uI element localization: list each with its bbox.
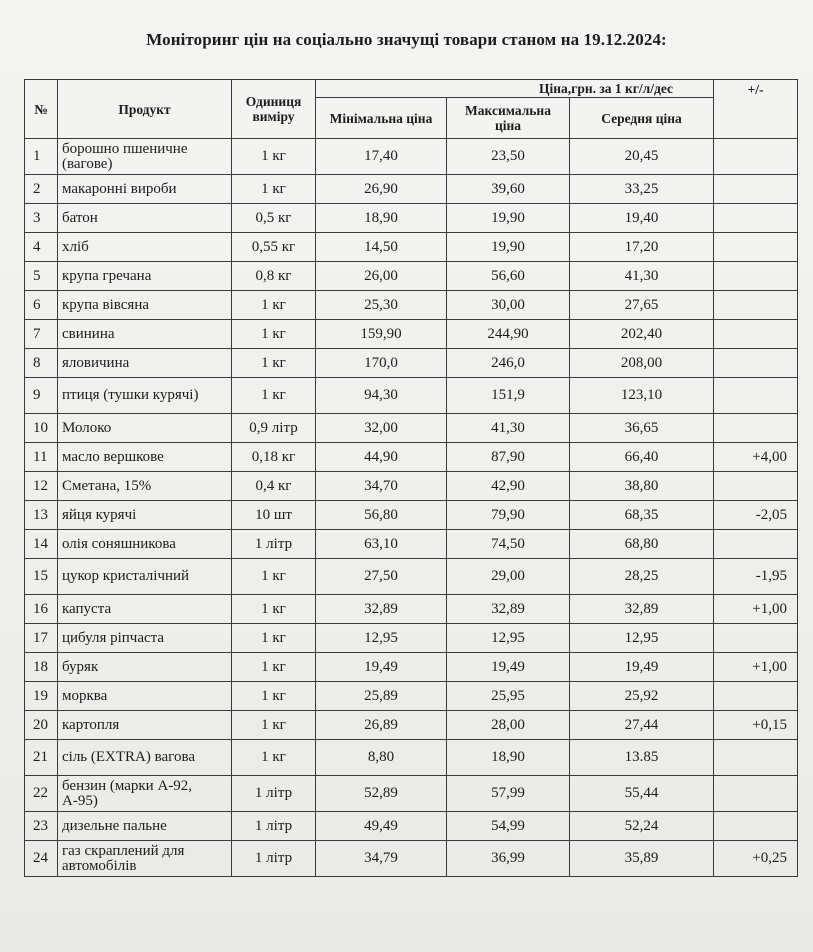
row-product: борошно пшеничне (вагове) bbox=[58, 139, 232, 175]
table-row bbox=[25, 559, 798, 595]
header-unit: Одиниця виміру bbox=[232, 80, 316, 139]
row-avg-price: 17,20 bbox=[570, 233, 714, 262]
row-change bbox=[714, 291, 798, 320]
row-product: яловичина bbox=[58, 349, 232, 378]
row-max-price: 79,90 bbox=[447, 501, 570, 530]
table-row bbox=[25, 776, 798, 812]
row-unit: 1 кг bbox=[232, 559, 316, 595]
table-row bbox=[25, 175, 798, 204]
row-avg-price: 68,80 bbox=[570, 530, 714, 559]
row-unit: 1 кг bbox=[232, 139, 316, 175]
row-number: 16 bbox=[25, 595, 58, 624]
row-unit: 1 кг bbox=[232, 320, 316, 349]
row-avg-price: 33,25 bbox=[570, 175, 714, 204]
row-unit: 1 літр bbox=[232, 812, 316, 841]
row-max-price: 19,49 bbox=[447, 653, 570, 682]
table-row bbox=[25, 349, 798, 378]
header-price-group: Ціна,грн. за 1 кг/л/дес bbox=[316, 80, 714, 98]
row-min-price: 56,80 bbox=[316, 501, 447, 530]
row-max-price: 25,95 bbox=[447, 682, 570, 711]
table-row bbox=[25, 595, 798, 624]
header-avg: Середня ціна bbox=[570, 98, 714, 139]
row-change: -1,95 bbox=[714, 559, 798, 595]
table-row bbox=[25, 262, 798, 291]
row-min-price: 25,30 bbox=[316, 291, 447, 320]
row-unit: 0,18 кг bbox=[232, 443, 316, 472]
row-unit: 0,5 кг bbox=[232, 204, 316, 233]
header-row-top bbox=[25, 80, 798, 98]
row-avg-price: 25,92 bbox=[570, 682, 714, 711]
page-title: Моніторинг цін на соціально значущі товари станом на 19.12.2024: bbox=[146, 30, 667, 49]
row-max-price: 23,50 bbox=[447, 139, 570, 175]
row-change bbox=[714, 139, 798, 175]
row-max-price: 54,99 bbox=[447, 812, 570, 841]
row-product: сіль (EXTRA) вагова bbox=[58, 740, 232, 776]
row-min-price: 14,50 bbox=[316, 233, 447, 262]
row-unit: 0,4 кг bbox=[232, 472, 316, 501]
row-avg-price: 28,25 bbox=[570, 559, 714, 595]
row-avg-price: 20,45 bbox=[570, 139, 714, 175]
row-min-price: 26,89 bbox=[316, 711, 447, 740]
row-unit: 0,55 кг bbox=[232, 233, 316, 262]
table-row bbox=[25, 682, 798, 711]
row-change bbox=[714, 378, 798, 414]
row-product: дизельне пальне bbox=[58, 812, 232, 841]
row-change: +1,00 bbox=[714, 595, 798, 624]
row-max-price: 39,60 bbox=[447, 175, 570, 204]
row-product: птиця (тушки курячі) bbox=[58, 378, 232, 414]
row-max-price: 151,9 bbox=[447, 378, 570, 414]
row-number: 3 bbox=[25, 204, 58, 233]
row-unit: 10 шт bbox=[232, 501, 316, 530]
row-number: 1 bbox=[25, 139, 58, 175]
row-unit: 1 кг bbox=[232, 349, 316, 378]
table-row bbox=[25, 812, 798, 841]
row-unit: 1 кг bbox=[232, 624, 316, 653]
header-change: +/- bbox=[714, 80, 798, 139]
row-min-price: 32,89 bbox=[316, 595, 447, 624]
row-min-price: 159,90 bbox=[316, 320, 447, 349]
row-change bbox=[714, 414, 798, 443]
row-unit: 1 кг bbox=[232, 595, 316, 624]
row-avg-price: 13.85 bbox=[570, 740, 714, 776]
row-change: -2,05 bbox=[714, 501, 798, 530]
row-product: хліб bbox=[58, 233, 232, 262]
table-row bbox=[25, 841, 798, 877]
table-row bbox=[25, 378, 798, 414]
table-row bbox=[25, 472, 798, 501]
row-max-price: 32,89 bbox=[447, 595, 570, 624]
row-change bbox=[714, 682, 798, 711]
row-number: 21 bbox=[25, 740, 58, 776]
row-number: 6 bbox=[25, 291, 58, 320]
row-max-price: 244,90 bbox=[447, 320, 570, 349]
row-min-price: 12,95 bbox=[316, 624, 447, 653]
table-row bbox=[25, 653, 798, 682]
table-row bbox=[25, 204, 798, 233]
row-avg-price: 55,44 bbox=[570, 776, 714, 812]
row-product: буряк bbox=[58, 653, 232, 682]
row-number: 5 bbox=[25, 262, 58, 291]
row-number: 15 bbox=[25, 559, 58, 595]
row-avg-price: 66,40 bbox=[570, 443, 714, 472]
row-number: 12 bbox=[25, 472, 58, 501]
row-product: масло вершкове bbox=[58, 443, 232, 472]
table-row bbox=[25, 530, 798, 559]
row-change bbox=[714, 320, 798, 349]
row-avg-price: 32,89 bbox=[570, 595, 714, 624]
row-min-price: 19,49 bbox=[316, 653, 447, 682]
row-max-price: 12,95 bbox=[447, 624, 570, 653]
row-max-price: 28,00 bbox=[447, 711, 570, 740]
row-product: цукор кристалічний bbox=[58, 559, 232, 595]
row-number: 24 bbox=[25, 841, 58, 877]
row-change bbox=[714, 175, 798, 204]
row-unit: 1 кг bbox=[232, 378, 316, 414]
row-avg-price: 27,44 bbox=[570, 711, 714, 740]
row-product: крупа вівсяна bbox=[58, 291, 232, 320]
row-unit: 1 літр bbox=[232, 776, 316, 812]
row-avg-price: 208,00 bbox=[570, 349, 714, 378]
row-max-price: 246,0 bbox=[447, 349, 570, 378]
row-change bbox=[714, 472, 798, 501]
row-min-price: 44,90 bbox=[316, 443, 447, 472]
row-number: 8 bbox=[25, 349, 58, 378]
row-avg-price: 35,89 bbox=[570, 841, 714, 877]
row-change: +0,15 bbox=[714, 711, 798, 740]
row-number: 22 bbox=[25, 776, 58, 812]
row-unit: 0,9 літр bbox=[232, 414, 316, 443]
row-product: цибуля ріпчаста bbox=[58, 624, 232, 653]
row-unit: 1 літр bbox=[232, 530, 316, 559]
header-product: Продукт bbox=[58, 80, 232, 139]
row-number: 2 bbox=[25, 175, 58, 204]
row-min-price: 32,00 bbox=[316, 414, 447, 443]
row-unit: 1 кг bbox=[232, 653, 316, 682]
row-min-price: 49,49 bbox=[316, 812, 447, 841]
row-min-price: 17,40 bbox=[316, 139, 447, 175]
row-avg-price: 36,65 bbox=[570, 414, 714, 443]
row-number: 4 bbox=[25, 233, 58, 262]
row-change bbox=[714, 624, 798, 653]
row-product: Сметана, 15% bbox=[58, 472, 232, 501]
row-product: Молоко bbox=[58, 414, 232, 443]
header-num: № bbox=[25, 80, 58, 139]
row-min-price: 26,90 bbox=[316, 175, 447, 204]
header-min: Мінімальна ціна bbox=[316, 98, 447, 139]
row-number: 7 bbox=[25, 320, 58, 349]
row-number: 20 bbox=[25, 711, 58, 740]
row-max-price: 18,90 bbox=[447, 740, 570, 776]
row-min-price: 63,10 bbox=[316, 530, 447, 559]
row-min-price: 52,89 bbox=[316, 776, 447, 812]
row-max-price: 87,90 bbox=[447, 443, 570, 472]
table-body bbox=[25, 139, 798, 877]
row-product: картопля bbox=[58, 711, 232, 740]
row-number: 23 bbox=[25, 812, 58, 841]
row-product: газ скраплений для автомобілів bbox=[58, 841, 232, 877]
row-change bbox=[714, 776, 798, 812]
row-change bbox=[714, 204, 798, 233]
row-number: 11 bbox=[25, 443, 58, 472]
row-product: макаронні вироби bbox=[58, 175, 232, 204]
row-number: 13 bbox=[25, 501, 58, 530]
row-min-price: 25,89 bbox=[316, 682, 447, 711]
row-product: олія соняшникова bbox=[58, 530, 232, 559]
row-max-price: 57,99 bbox=[447, 776, 570, 812]
table-row bbox=[25, 414, 798, 443]
price-table bbox=[24, 79, 798, 877]
row-product: батон bbox=[58, 204, 232, 233]
row-avg-price: 123,10 bbox=[570, 378, 714, 414]
table-row bbox=[25, 291, 798, 320]
row-min-price: 8,80 bbox=[316, 740, 447, 776]
row-change: +0,25 bbox=[714, 841, 798, 877]
row-unit: 1 кг bbox=[232, 711, 316, 740]
table-row bbox=[25, 740, 798, 776]
table-row bbox=[25, 711, 798, 740]
row-max-price: 56,60 bbox=[447, 262, 570, 291]
row-number: 18 bbox=[25, 653, 58, 682]
row-product: крупа гречана bbox=[58, 262, 232, 291]
table-row bbox=[25, 501, 798, 530]
row-avg-price: 38,80 bbox=[570, 472, 714, 501]
row-min-price: 26,00 bbox=[316, 262, 447, 291]
row-product: яйця курячі bbox=[58, 501, 232, 530]
row-avg-price: 52,24 bbox=[570, 812, 714, 841]
row-product: свинина bbox=[58, 320, 232, 349]
row-min-price: 34,70 bbox=[316, 472, 447, 501]
row-unit: 1 кг bbox=[232, 682, 316, 711]
table-row bbox=[25, 624, 798, 653]
row-min-price: 94,30 bbox=[316, 378, 447, 414]
header-max: Максимальна ціна bbox=[447, 98, 570, 139]
row-max-price: 74,50 bbox=[447, 530, 570, 559]
row-change: +4,00 bbox=[714, 443, 798, 472]
row-min-price: 18,90 bbox=[316, 204, 447, 233]
row-max-price: 36,99 bbox=[447, 841, 570, 877]
row-max-price: 29,00 bbox=[447, 559, 570, 595]
row-change bbox=[714, 233, 798, 262]
row-number: 10 bbox=[25, 414, 58, 443]
row-max-price: 19,90 bbox=[447, 204, 570, 233]
row-product: капуста bbox=[58, 595, 232, 624]
row-product: бензин (марки А-92, А-95) bbox=[58, 776, 232, 812]
row-max-price: 30,00 bbox=[447, 291, 570, 320]
row-number: 19 bbox=[25, 682, 58, 711]
row-min-price: 34,79 bbox=[316, 841, 447, 877]
row-unit: 1 літр bbox=[232, 841, 316, 877]
row-number: 9 bbox=[25, 378, 58, 414]
row-min-price: 170,0 bbox=[316, 349, 447, 378]
row-change bbox=[714, 530, 798, 559]
row-min-price: 27,50 bbox=[316, 559, 447, 595]
row-max-price: 42,90 bbox=[447, 472, 570, 501]
row-change: +1,00 bbox=[714, 653, 798, 682]
row-avg-price: 19,40 bbox=[570, 204, 714, 233]
row-change bbox=[714, 740, 798, 776]
table-row bbox=[25, 443, 798, 472]
row-change bbox=[714, 262, 798, 291]
table-row bbox=[25, 233, 798, 262]
row-unit: 1 кг bbox=[232, 175, 316, 204]
row-avg-price: 202,40 bbox=[570, 320, 714, 349]
row-number: 14 bbox=[25, 530, 58, 559]
row-avg-price: 68,35 bbox=[570, 501, 714, 530]
row-change bbox=[714, 812, 798, 841]
row-unit: 1 кг bbox=[232, 740, 316, 776]
row-product: морква bbox=[58, 682, 232, 711]
table-row bbox=[25, 139, 798, 175]
row-unit: 0,8 кг bbox=[232, 262, 316, 291]
row-max-price: 19,90 bbox=[447, 233, 570, 262]
row-unit: 1 кг bbox=[232, 291, 316, 320]
table-row bbox=[25, 320, 798, 349]
row-avg-price: 27,65 bbox=[570, 291, 714, 320]
row-max-price: 41,30 bbox=[447, 414, 570, 443]
row-change bbox=[714, 349, 798, 378]
row-avg-price: 41,30 bbox=[570, 262, 714, 291]
row-avg-price: 12,95 bbox=[570, 624, 714, 653]
row-number: 17 bbox=[25, 624, 58, 653]
row-avg-price: 19,49 bbox=[570, 653, 714, 682]
